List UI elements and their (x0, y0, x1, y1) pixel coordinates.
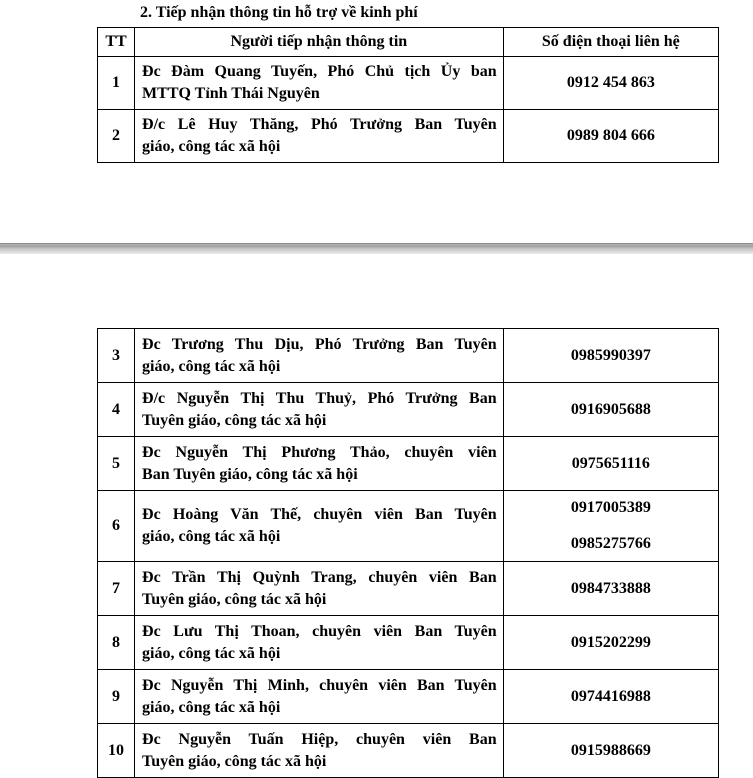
table-row (98, 329, 719, 383)
row-number: 4 (98, 383, 135, 437)
row-number: 1 (98, 57, 135, 110)
receiver-name-line: Đc Nguyễn Thị Phương Thảo, chuyên viên (142, 443, 497, 461)
receiver-name-line: Đc Lưu Thị Thoan, chuyên viên Ban Tuyên (142, 622, 497, 640)
receiver-name (135, 491, 504, 562)
table-row (98, 724, 719, 778)
receiver-name (135, 110, 504, 163)
row-number: 10 (98, 724, 135, 778)
row-number: 2 (98, 110, 135, 163)
contact-table-page-1 (97, 27, 719, 163)
table-row (98, 670, 719, 724)
receiver-name-line: Đc Đàm Quang Tuyến, Phó Chủ tịch Ủy ban (142, 63, 497, 80)
receiver-name-line: Ban Tuyên giáo, công tác xã hội (142, 465, 358, 483)
table-row (98, 383, 719, 437)
receiver-name-line: giáo, công tác xã hội (142, 698, 281, 716)
receiver-name (135, 724, 504, 778)
receiver-name-line: Tuyên giáo, công tác xã hội (142, 752, 327, 770)
receiver-name (135, 562, 504, 616)
receiver-name-line: giáo, công tác xã hội (142, 138, 281, 155)
table-row (98, 57, 719, 110)
receiver-name-line: Đc Nguyễn Thị Minh, chuyên viên Ban Tuyên (142, 676, 497, 694)
phone-number: 0984733888 (503, 562, 718, 616)
phone-number-secondary: 0985275766 (570, 535, 651, 552)
receiver-name-line: giáo, công tác xã hội (142, 528, 281, 545)
table-row (98, 562, 719, 616)
receiver-name (135, 57, 504, 110)
row-number: 3 (98, 329, 135, 383)
page-break-separator (0, 243, 753, 254)
receiver-name-line: Đc Nguyễn Tuấn Hiệp, chuyên viên Ban (142, 730, 497, 748)
table-row (98, 437, 719, 491)
row-number: 8 (98, 616, 135, 670)
row-number: 6 (98, 491, 135, 562)
receiver-name-line: Tuyên giáo, công tác xã hội (142, 411, 327, 429)
receiver-name-line: giáo, công tác xã hội (142, 357, 281, 375)
table-row (98, 110, 719, 163)
phone-number: 0912 454 863 (503, 57, 718, 110)
receiver-name (135, 616, 504, 670)
header-phone: Số điện thoại liên hệ (503, 28, 718, 57)
table-header-row (98, 28, 719, 57)
phone-number: 0915202299 (503, 616, 718, 670)
receiver-name-line: Đc Hoàng Văn Thế, chuyên viên Ban Tuyên (142, 506, 497, 523)
receiver-name-line: MTTQ Tỉnh Thái Nguyên (142, 85, 320, 102)
phone-number: 0989 804 666 (503, 110, 718, 163)
table-row (98, 491, 719, 562)
phone-number: 0985990397 (503, 329, 718, 383)
contact-table-page-2 (97, 328, 719, 778)
row-number: 9 (98, 670, 135, 724)
receiver-name (135, 383, 504, 437)
section-title: 2. Tiếp nhận thông tin hỗ trợ về kinh phí (140, 4, 418, 21)
phone-number: 0915988669 (503, 724, 718, 778)
receiver-name (135, 670, 504, 724)
receiver-name (135, 329, 504, 383)
receiver-name-line: Đc Trương Thu Dịu, Phó Trưởng Ban Tuyên (142, 335, 497, 353)
receiver-name-line: Đc Trần Thị Quỳnh Trang, chuyên viên Ban (142, 568, 497, 586)
receiver-name-line: Đ/c Lê Huy Thăng, Phó Trưởng Ban Tuyên (142, 116, 497, 133)
phone-number: 0975651116 (503, 437, 718, 491)
header-tt: TT (98, 28, 135, 57)
table-row (98, 616, 719, 670)
row-number: 5 (98, 437, 135, 491)
receiver-name-line: Đ/c Nguyễn Thị Thu Thuỷ, Phó Trưởng Ban (142, 389, 497, 407)
header-receiver: Người tiếp nhận thông tin (135, 28, 504, 57)
phone-number: 0917005389 (570, 499, 651, 516)
phone-number-stack (504, 497, 718, 555)
receiver-name-line: Tuyên giáo, công tác xã hội (142, 590, 327, 608)
phone-number: 0974416988 (503, 670, 718, 724)
receiver-name (135, 437, 504, 491)
phone-number: 0916905688 (503, 383, 718, 437)
receiver-name-line: giáo, công tác xã hội (142, 644, 281, 662)
phone-number-cell (503, 491, 718, 562)
row-number: 7 (98, 562, 135, 616)
